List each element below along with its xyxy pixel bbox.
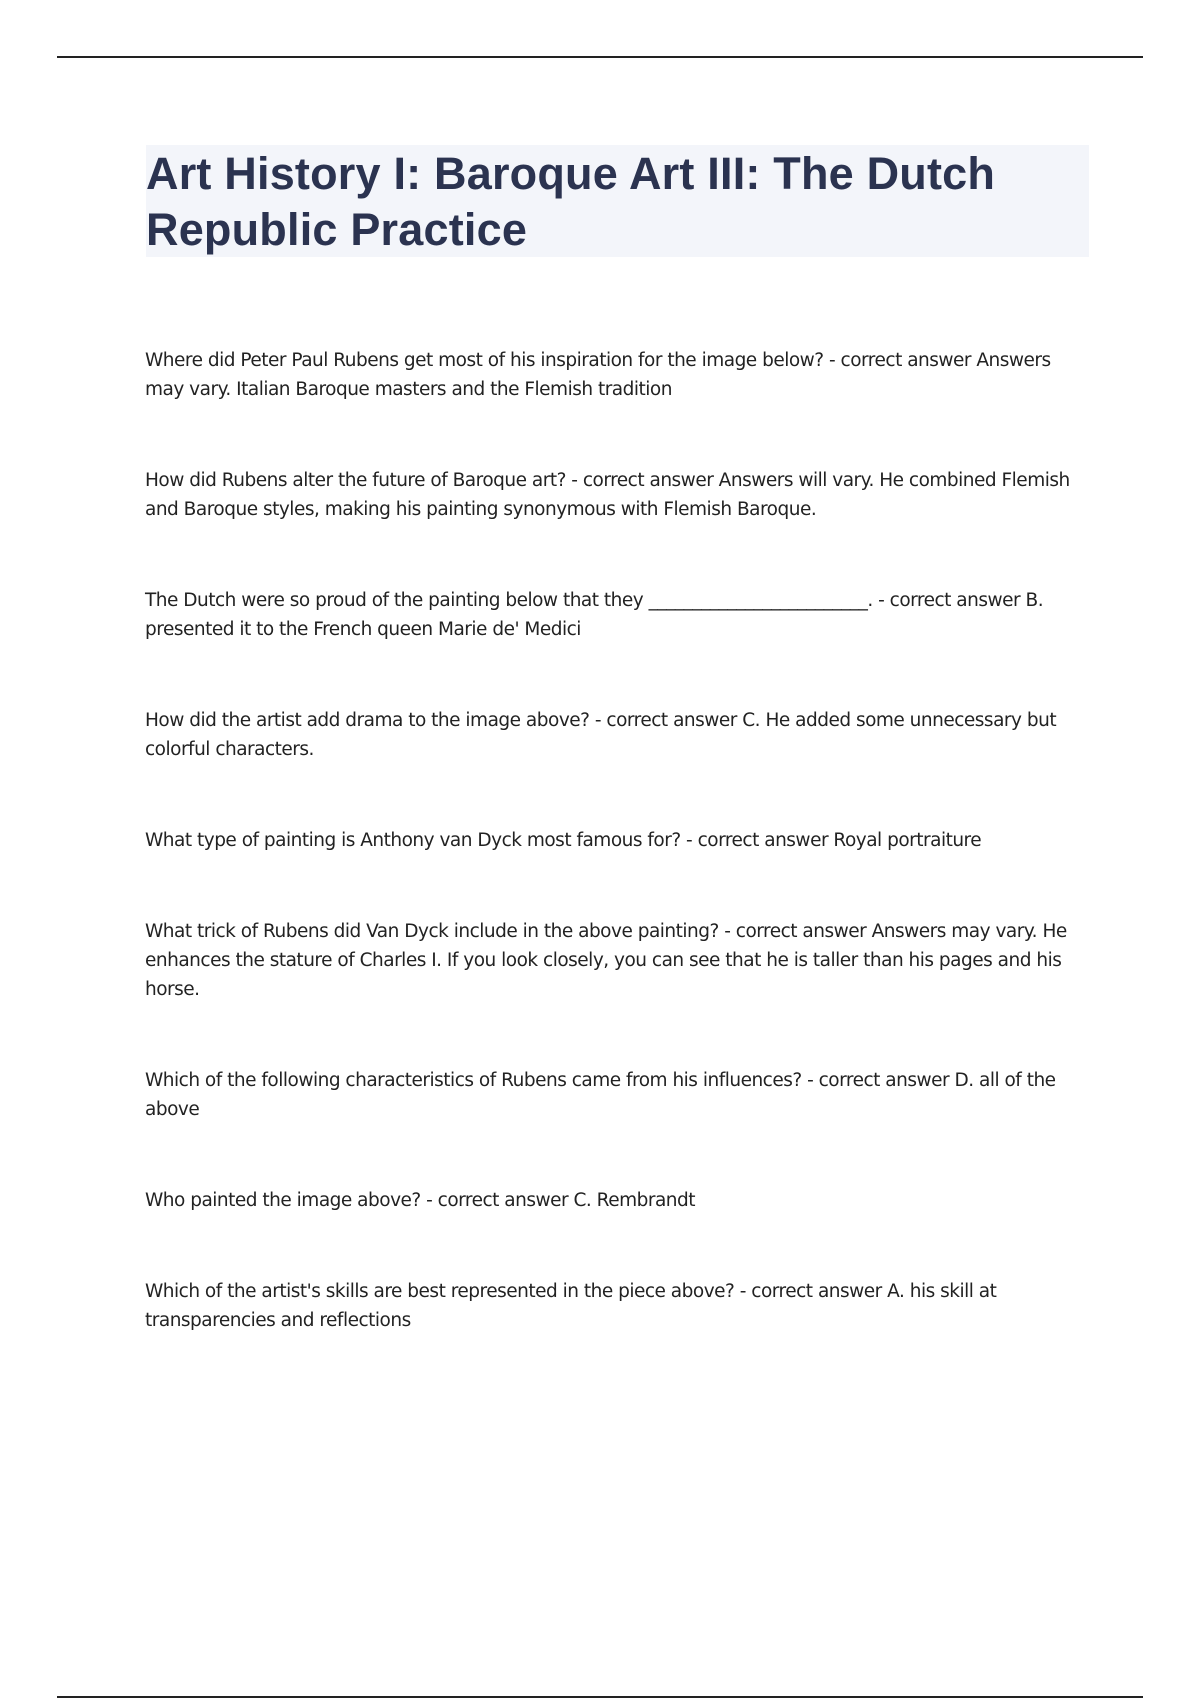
qa-list [145,346,1090,1397]
qa-item: Which of the artist's skills are best represented in the piece above? - correct answer A. his skill at transparencies and reflections [145,1281,997,1331]
qa-item: What type of painting is Anthony van Dyck most famous for? - correct answer Royal portraiture [145,830,982,851]
qa-item: Who painted the image above? - correct answer C. Rembrandt [145,1190,696,1211]
qa-item: Which of the following characteristics of Rubens came from his influences? - correct answer D. all of the above [145,1070,1056,1120]
bottom-rule [57,1696,1143,1698]
qa-item: The Dutch were so proud of the painting below that they _________________________. - correct answer B. presented it to the French queen Marie de' Medici [145,590,1044,640]
top-rule [57,56,1143,58]
qa-item: Where did Peter Paul Rubens get most of his inspiration for the image below? - correct answer Answers may vary. Italian Baroque masters and the Flemish tradition [145,350,1051,400]
page-title: Art History I: Baroque Art III: The Dutch Republic Practice [146,148,996,255]
qa-item: What trick of Rubens did Van Dyck include in the above painting? - correct answer Answers may vary. He enhances the stature of Charles I. If you look closely, you can see that he is taller than his pages and his horse. [145,921,1067,1000]
qa-item: How did Rubens alter the future of Baroque art? - correct answer Answers will vary. He combined Flemish and Baroque styles, making his painting synonymous with Flemish Baroque. [145,470,1070,520]
qa-item: How did the artist add drama to the image above? - correct answer C. He added some unnecessary but colorful characters. [145,710,1057,760]
